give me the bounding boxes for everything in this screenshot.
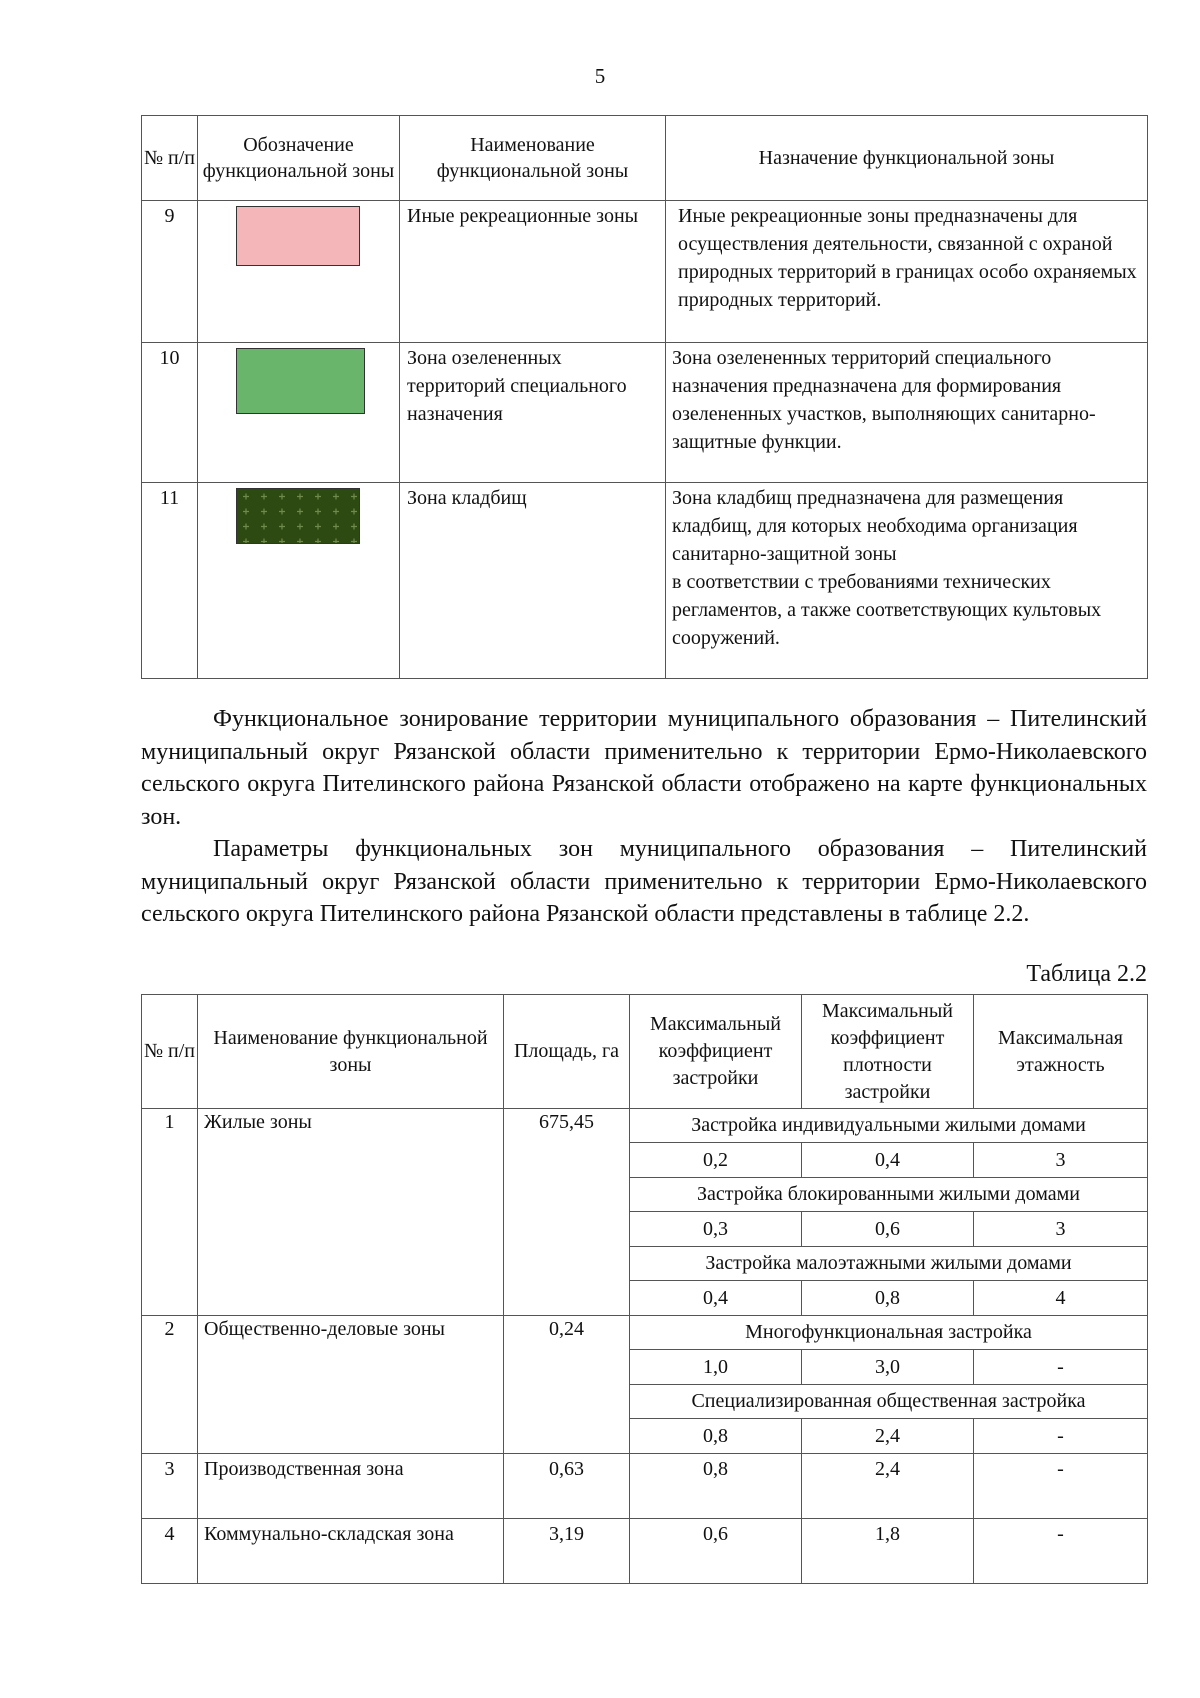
table-row <box>142 1109 1148 1143</box>
max-floors: 3 <box>974 1143 1148 1178</box>
density-ratio: 1,8 <box>802 1519 974 1584</box>
row-area: 675,45 <box>504 1109 630 1316</box>
params-header-row <box>142 995 1148 1109</box>
coverage-ratio: 0,3 <box>630 1212 802 1247</box>
legend-header-num: № п/п <box>142 116 198 201</box>
green-rectangle-swatch <box>236 348 365 414</box>
legend-row-symbol <box>198 483 400 679</box>
coverage-ratio: 0,8 <box>630 1419 802 1454</box>
row-area: 3,19 <box>504 1519 630 1584</box>
legend-row-symbol <box>198 343 400 483</box>
params-header-area: Площадь, га <box>504 995 630 1109</box>
legend-row-name: Зона озелененных территорий специального назначения <box>400 343 666 483</box>
table-row <box>142 1316 1148 1350</box>
legend-row-description-part2: в соответствии с требованиями технических регламентов, а также соответствующих культовых сооружений. <box>672 571 1102 649</box>
row-zone-name: Общественно-деловые зоны <box>198 1316 504 1454</box>
max-floors: - <box>974 1519 1148 1584</box>
params-header-floors: Максимальная этажность <box>974 995 1148 1109</box>
legend-row-num: 9 <box>142 201 198 343</box>
legend-row-description-part1: Зона кладбищ предназначена для размещения кладбищ, для которых необходима организация санитарно-защитной зоны <box>672 487 1078 565</box>
table-row <box>142 1519 1148 1584</box>
density-ratio: 2,4 <box>802 1454 974 1519</box>
coverage-ratio: 0,6 <box>630 1519 802 1584</box>
row-zone-name: Коммунально-складская зона <box>198 1519 504 1584</box>
max-floors: - <box>974 1454 1148 1519</box>
density-ratio: 0,8 <box>802 1281 974 1316</box>
development-type-subheader: Многофункциональная застройка <box>630 1316 1148 1350</box>
dark-green-cross-pattern-swatch <box>236 488 360 544</box>
legend-row-description <box>666 483 1148 679</box>
coverage-ratio: 1,0 <box>630 1350 802 1385</box>
row-zone-name: Производственная зона <box>198 1454 504 1519</box>
page-number: 5 <box>594 64 606 88</box>
legend-row-description: Иные рекреационные зоны предназначены для осуществления деятельности, связанной с охраной природных территорий в границах особо охраняемых природных территорий. <box>666 201 1148 343</box>
density-ratio: 0,6 <box>802 1212 974 1247</box>
coverage-ratio: 0,8 <box>630 1454 802 1519</box>
legend-row <box>142 343 1148 483</box>
density-ratio: 3,0 <box>802 1350 974 1385</box>
row-num: 1 <box>142 1109 198 1316</box>
row-num: 4 <box>142 1519 198 1584</box>
legend-header-purpose: Назначение функциональной зоны <box>666 116 1148 201</box>
legend-row-num: 11 <box>142 483 198 679</box>
development-type-subheader: Застройка индивидуальными жилыми домами <box>630 1109 1148 1143</box>
params-header-density: Максимальный коэффициент плотности застройки <box>802 995 974 1109</box>
legend-header-name: Наименование функциональной зоны <box>400 116 666 201</box>
density-ratio: 0,4 <box>802 1143 974 1178</box>
density-ratio: 2,4 <box>802 1419 974 1454</box>
legend-row-description: Зона озелененных территорий специального назначения предназначена для формирования озелененных участков, выполняющих санитарно-защитные функции. <box>666 343 1148 483</box>
params-header-name: Наименование функциональной зоны <box>198 995 504 1109</box>
row-zone-name: Жилые зоны <box>198 1109 504 1316</box>
legend-row-name: Зона кладбищ <box>400 483 666 679</box>
legend-row <box>142 201 1148 343</box>
max-floors: - <box>974 1350 1148 1385</box>
coverage-ratio: 0,4 <box>630 1281 802 1316</box>
max-floors: - <box>974 1419 1148 1454</box>
development-type-subheader: Застройка малоэтажными жилыми домами <box>630 1247 1148 1281</box>
legend-header-row <box>142 116 1148 201</box>
zone-parameters-table <box>141 994 1148 1584</box>
development-type-subheader: Специализированная общественная застройка <box>630 1385 1148 1419</box>
row-area: 0,24 <box>504 1316 630 1454</box>
paragraph-zone-parameters: Параметры функциональных зон муниципального образования – Пителинский муниципальный округ Рязанской области применительно к территории Ермо-Николаевского сельского округа Пителинского района Рязанской области представлены в таблице 2.2. <box>141 836 1147 927</box>
max-floors: 3 <box>974 1212 1148 1247</box>
legend-row <box>142 483 1148 679</box>
table-caption: Таблица 2.2 <box>1026 961 1147 987</box>
legend-row-symbol <box>198 201 400 343</box>
functional-zones-legend-table <box>141 115 1148 679</box>
paragraph-zoning-map: Функциональное зонирование территории муниципального образования – Пителинский муниципальный округ Рязанской области применительно к территории Ермо-Николаевского сельского округа Пителинского района Рязанской области отображено на карте функциональных зон. <box>141 706 1147 830</box>
params-header-num: № п/п <box>142 995 198 1109</box>
coverage-ratio: 0,2 <box>630 1143 802 1178</box>
legend-row-name: Иные рекреационные зоны <box>400 201 666 343</box>
row-num: 2 <box>142 1316 198 1454</box>
pink-rectangle-swatch <box>236 206 360 266</box>
params-header-coverage: Максимальный коэффициент застройки <box>630 995 802 1109</box>
row-area: 0,63 <box>504 1454 630 1519</box>
max-floors: 4 <box>974 1281 1148 1316</box>
legend-header-symbol: Обозначение функциональной зоны <box>198 116 400 201</box>
legend-row-num: 10 <box>142 343 198 483</box>
table-row <box>142 1454 1148 1519</box>
development-type-subheader: Застройка блокированными жилыми домами <box>630 1178 1148 1212</box>
row-num: 3 <box>142 1454 198 1519</box>
